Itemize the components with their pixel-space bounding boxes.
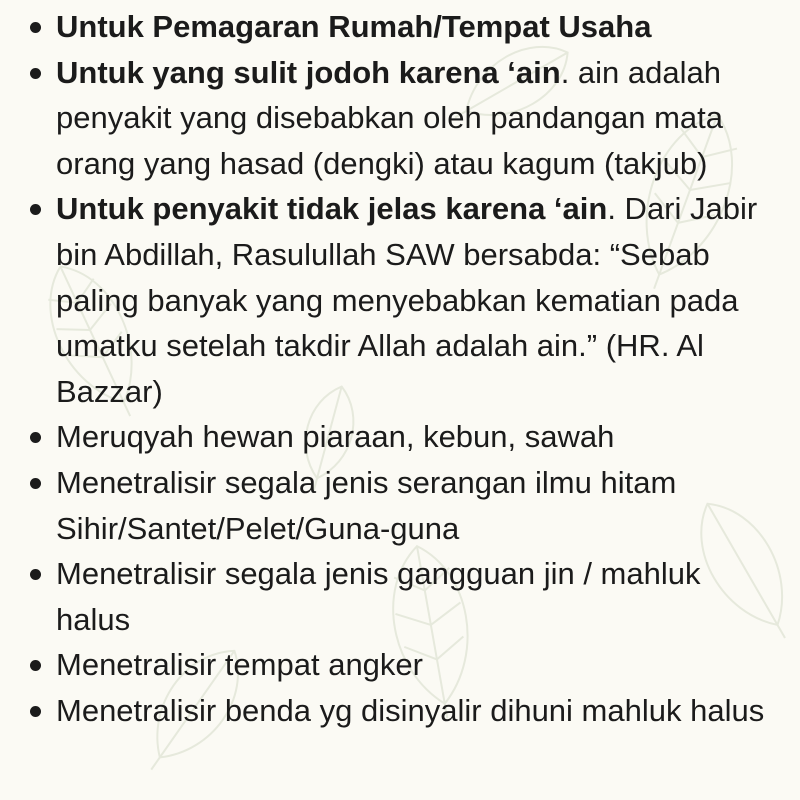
bullet-icon bbox=[30, 660, 41, 671]
list-item bbox=[56, 186, 772, 414]
item-bold-text: Untuk Pemagaran Rumah/Tempat Usaha bbox=[56, 9, 652, 44]
list-item bbox=[56, 460, 772, 551]
bullet-icon bbox=[30, 706, 41, 717]
bullet-icon bbox=[30, 68, 41, 79]
item-text: . ain adalah penyakit yang disebabkan oleh pandangan mata orang yang hasad (dengki) atau kagum (takjub) bbox=[56, 54, 724, 181]
item-text: Menetralisir segala jenis serangan ilmu hitam Sihir/Santet/Pelet/Guna-guna bbox=[56, 464, 677, 546]
bullet-icon bbox=[30, 204, 41, 215]
item-text: . Dari Jabir bin Abdillah, Rasulullah SAW bersabda: “Sebab paling banyak yang menyebabkan kematian pada umatku setelah takdir Allah adalah ain.” (HR. Al Bazzar) bbox=[56, 191, 758, 409]
bullet-icon bbox=[30, 569, 41, 580]
bullet-icon bbox=[30, 432, 41, 443]
list-item bbox=[56, 551, 772, 642]
item-bold-text: Untuk penyakit tidak jelas karena ‘ain bbox=[56, 191, 608, 227]
bullet-icon bbox=[30, 22, 41, 33]
item-text: Menetralisir tempat angker bbox=[56, 647, 423, 683]
list-item bbox=[56, 50, 772, 187]
list-item bbox=[56, 688, 772, 734]
item-text: Menetralisir benda yg disinyalir dihuni mahluk halus bbox=[56, 692, 765, 728]
list-item bbox=[56, 414, 772, 460]
list-item bbox=[56, 4, 772, 50]
item-bold-text: Untuk yang sulit jodoh karena ‘ain bbox=[56, 54, 561, 90]
list-item bbox=[56, 642, 772, 688]
item-text: Meruqyah hewan piaraan, kebun, sawah bbox=[56, 419, 615, 455]
bullet-icon bbox=[30, 478, 41, 489]
item-text: Menetralisir segala jenis gangguan jin / mahluk halus bbox=[56, 556, 701, 637]
